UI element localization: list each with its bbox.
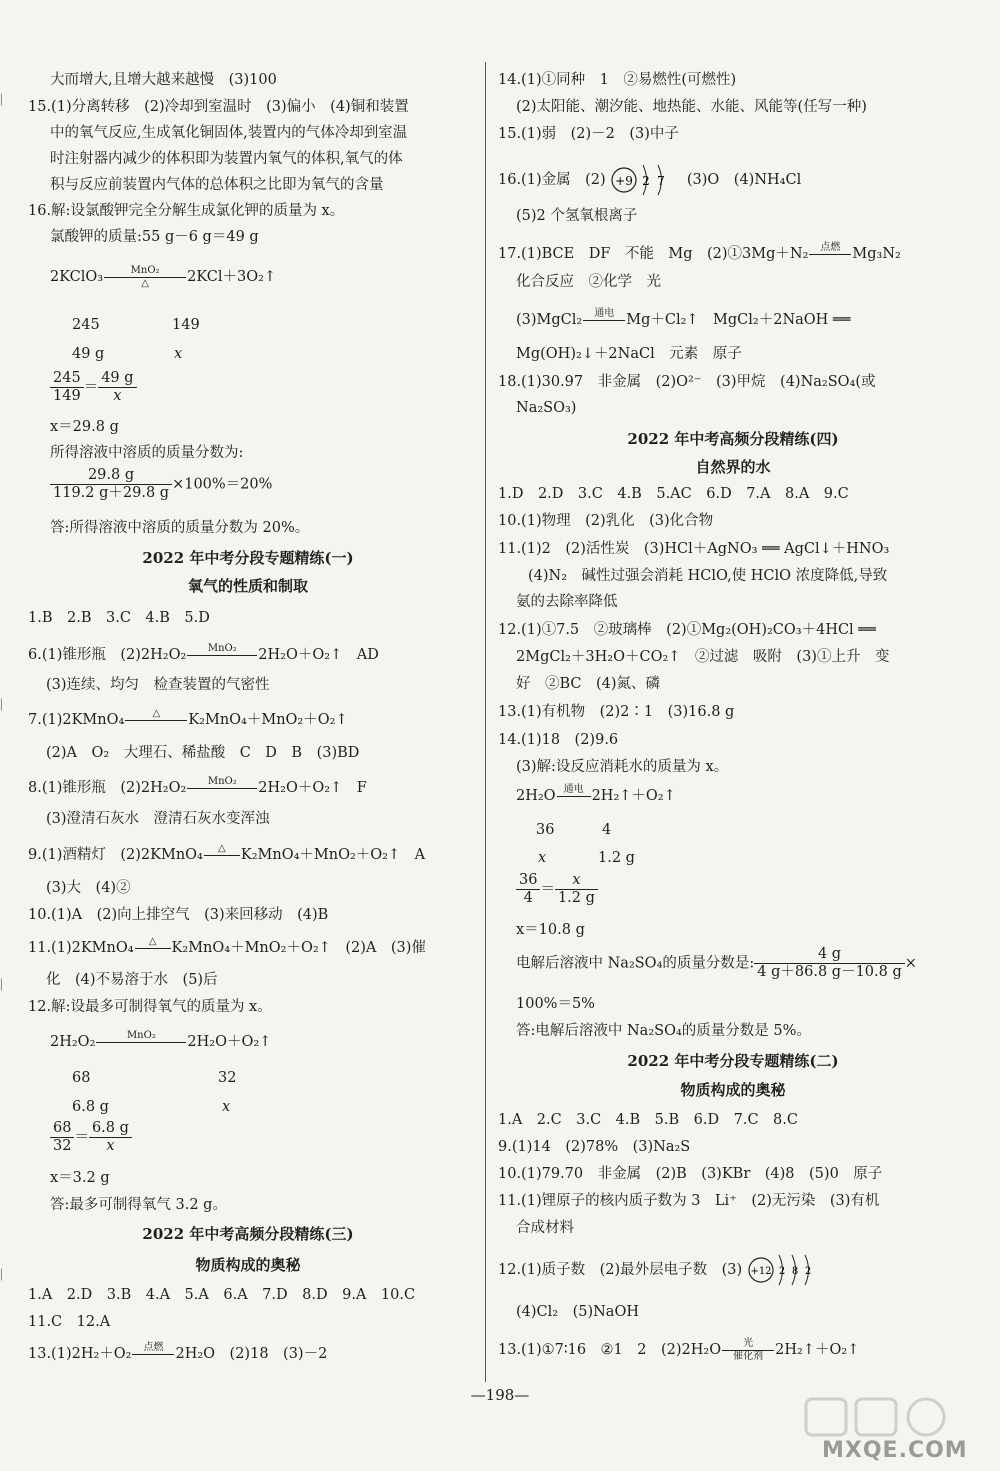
eq-product: 2KCl＋3O₂↑ [187, 269, 277, 285]
eq-reactant: 2KClO₃ [50, 269, 104, 285]
text-line: Na₂SO₃) [516, 400, 577, 416]
ratio-value: x [174, 346, 183, 362]
reaction-arrow [187, 643, 257, 667]
frac-tail: ×100%＝20% [172, 476, 273, 493]
text-line: 大而增大,且增大越来越慢 (3)100 [50, 72, 277, 88]
section-heading: 2022 年中考分段专题精练(二) [627, 1052, 839, 1070]
eq-text: 12.(1)质子数 (2)最外层电子数 (3) [498, 1262, 743, 1278]
reaction-arrow [583, 308, 625, 332]
eq-text: 2H₂O＋O₂↑ AD [258, 647, 379, 663]
frac-num: 29.8 g [50, 467, 172, 485]
arrow-condition: △ [152, 708, 161, 719]
text-line: 1.B 2.B 3.C 4.B 5.D [28, 610, 210, 626]
section-subheading: 自然界的水 [695, 458, 771, 476]
ratio-value: x [222, 1099, 231, 1115]
frac-den: 149 [53, 388, 81, 404]
fraction-line [516, 946, 917, 981]
text-line: 11.C 12.A [28, 1314, 111, 1330]
text-line: 中的氧气反应,生成氧化铜固体,装置内的气体冷却到室温 [50, 125, 408, 141]
eq-text: (3)O (4)NH₄Cl [686, 172, 802, 188]
reaction-arrow [722, 1338, 774, 1362]
text-line: 2MgCl₂＋3H₂O＋CO₂↑ ②过滤 吸附 (3)①上升 变 [516, 649, 890, 665]
eq-text: 电解后溶液中 Na₂SO₄的质量分数是: [516, 955, 755, 972]
text-line: x＝29.8 g [50, 419, 119, 435]
eq-text: K₂MnO₄＋MnO₂＋O₂↑ A [240, 847, 426, 863]
text-line: 1.A 2.D 3.B 4.A 5.A 6.A 7.D 8.D 9.A 10.C [28, 1287, 416, 1303]
frac-num: 4 g [754, 946, 904, 964]
text-line: (2)A O₂ 大理石、稀盐酸 C D B (3)BD [46, 745, 360, 761]
eq-text: (3)MgCl₂ [516, 312, 583, 328]
atom-structure-diagram [610, 160, 682, 200]
equation-line [28, 936, 426, 960]
reaction-arrow [132, 1342, 174, 1366]
text-line: 11.(1)2 (2)活性炭 (3)HCl＋AgNO₃ ══ AgCl↓＋HNO₃ [498, 541, 890, 557]
section-heading: 2022 年中考高频分段精练(四) [627, 430, 839, 448]
electron-count: 8 [791, 1266, 798, 1277]
reaction-arrow [557, 784, 591, 808]
text-line: 化合反应 ②化学 光 [516, 274, 661, 290]
eq-product: 2H₂O＋O₂↑ [187, 1034, 272, 1050]
text-line: Mg(OH)₂↓＋2NaCl 元素 原子 [516, 346, 742, 362]
proportion [50, 1120, 132, 1155]
electron-count: 2 [804, 1266, 811, 1277]
eq-text: K₂MnO₄＋MnO₂＋O₂↑ [188, 712, 348, 728]
frac-den: 119.2 g＋29.8 g [53, 485, 170, 501]
eq-text: 9.(1)酒精灯 (2)2KMnO₄ [28, 847, 203, 863]
text-line: 1.A 2.C 3.C 4.B 5.B 6.D 7.C 8.C [498, 1112, 798, 1128]
text-line: 合成材料 [516, 1220, 574, 1236]
eq-text: K₂MnO₄＋MnO₂＋O₂↑ (2)A (3)催 [171, 940, 426, 956]
frac-den: 4 g＋86.8 g－10.8 g [757, 964, 902, 980]
eq-reactant: 2H₂O [516, 788, 556, 804]
text-line: 11.(1)锂原子的核内质子数为 3 Li⁺ (2)无污染 (3)有机 [498, 1193, 880, 1209]
ratio-value: 149 [172, 317, 200, 333]
text-line: (2)太阳能、潮汐能、地热能、水能、风能等(任写一种) [516, 99, 867, 115]
equation-line [498, 242, 901, 266]
frac-den: x [106, 1138, 115, 1154]
edge-mark: ▏ [1, 1270, 9, 1281]
equation-line [28, 708, 348, 732]
frac-num: 36 [516, 872, 540, 890]
section-heading: 2022 年中考高频分段精练(三) [142, 1225, 354, 1243]
equation-line [516, 308, 850, 332]
equation-line [28, 643, 379, 667]
equation-line [28, 843, 425, 867]
text-line: 14.(1)①同种 1 ②易燃性(可燃性) [498, 72, 737, 88]
text-line: (3)大 (4)② [46, 880, 131, 896]
frac-num: 6.8 g [89, 1120, 132, 1138]
text-line: 氨的去除率降低 [516, 594, 618, 610]
text-line: (4)N₂ 碱性过强会消耗 HClO,使 HClO 浓度降低,导致 [528, 568, 888, 584]
arrow-condition: 通电 [563, 784, 584, 795]
equation-line [28, 776, 367, 800]
page-edge-marks [0, 0, 12, 1471]
text-line: 12.(1)①7.5 ②玻璃棒 (2)①Mg₂(OH)₂CO₃＋4HCl ══ [498, 622, 876, 638]
arrow-condition: 催化剂 [733, 1351, 764, 1362]
eq-text: 7.(1)2KMnO₄ [28, 712, 125, 728]
edge-mark: ▏ [1, 980, 9, 991]
eq-text: 2H₂O (2)18 (3)－2 [175, 1346, 328, 1362]
frac-num: x [555, 872, 598, 890]
ratio-value: 68 [72, 1070, 91, 1086]
text-line: (5)2 个氢氧根离子 [516, 208, 638, 224]
watermark-text: MXQE.COM [822, 1438, 968, 1463]
arrow-condition: △ [141, 278, 149, 289]
equation-line [28, 1342, 327, 1366]
reaction-arrow [125, 708, 187, 732]
text-line: (3)连续、均匀 检查装置的气密性 [46, 677, 270, 693]
eq-reactant: 2H₂O₂ [50, 1034, 96, 1050]
reaction-arrow [187, 776, 257, 800]
ratio-value: 49 g [72, 346, 105, 362]
frac-den: 32 [53, 1138, 72, 1154]
edge-mark: ▏ [1, 95, 9, 106]
section-subheading: 物质构成的奥秘 [680, 1081, 786, 1099]
eq-text: 11.(1)2KMnO₄ [28, 940, 134, 956]
arrow-condition: MnO₂ [207, 643, 237, 654]
ratio-value: 6.8 g [72, 1099, 109, 1115]
reaction-arrow [96, 1030, 186, 1054]
arrow-condition: MnO₂ [130, 265, 160, 276]
text-line: 18.(1)30.97 非金属 (2)O²⁻ (3)甲烷 (4)Na₂SO₄(或 [498, 374, 876, 390]
text-line: 9.(1)14 (2)78% (3)Na₂S [498, 1139, 691, 1155]
equation [516, 784, 676, 808]
ratio-value: x [538, 850, 547, 866]
equation-line [498, 1338, 859, 1362]
text-line: 好 ②BC (4)氮、磷 [516, 676, 661, 692]
reaction-arrow [809, 242, 851, 266]
eq-text: 6.(1)锥形瓶 (2)2H₂O₂ [28, 647, 187, 663]
ratio-value: 36 [536, 822, 555, 838]
reaction-arrow [104, 265, 186, 289]
text-line: 1.D 2.D 3.C 4.B 5.AC 6.D 7.A 8.A 9.C [498, 486, 849, 502]
eq-text: 13.(1)①7∶16 ②1 2 (2)2H₂O [498, 1342, 722, 1358]
equals-sign: ＝ [74, 1129, 89, 1146]
text-line: 化 (4)不易溶于水 (5)后 [46, 972, 218, 988]
section-subheading: 氧气的性质和制取 [187, 577, 308, 595]
arrow-condition: 光 [743, 1338, 754, 1349]
text-line: (3)澄清石灰水 澄清石灰水变浑浊 [46, 811, 270, 827]
fraction-line [50, 467, 272, 502]
text-line: 10.(1)物理 (2)乳化 (3)化合物 [498, 513, 714, 529]
section-subheading: 物质构成的奥秘 [195, 1256, 301, 1274]
section-heading: 2022 年中考分段专题精练(一) [142, 549, 354, 567]
text-line: 氯酸钾的质量:55 g－6 g＝49 g [50, 229, 259, 245]
text-line: 10.(1)79.70 非金属 (2)B (3)KBr (4)8 (5)0 原子 [498, 1166, 883, 1182]
edge-mark: ▏ [1, 700, 9, 711]
electron-count: 7 [657, 174, 666, 188]
eq-text: 2H₂O＋O₂↑ F [258, 780, 367, 796]
ratio-value: 32 [218, 1070, 237, 1086]
proportion [50, 370, 137, 405]
arrow-condition: MnO₂ [126, 1030, 156, 1041]
eq-text: 17.(1)BCE DF 不能 Mg (2)①3Mg＋N₂ [498, 246, 809, 262]
text-line: 16.解:设氯酸钾完全分解生成氯化钾的质量为 x。 [28, 203, 345, 219]
arrow-condition: △ [218, 843, 226, 854]
text-line: 答:最多可制得氧气 3.2 g。 [50, 1197, 227, 1213]
text-line: 12.解:设最多可制得氧气的质量为 x。 [28, 999, 272, 1015]
arrow-condition: MnO₂ [207, 776, 237, 787]
eq-text: 8.(1)锥形瓶 (2)2H₂O₂ [28, 780, 187, 796]
text-line [498, 1250, 827, 1290]
text-line: 答:所得溶液中溶质的质量分数为 20%。 [50, 520, 310, 536]
eq-text: 13.(1)2H₂＋O₂ [28, 1346, 132, 1362]
frac-den: 4 [523, 890, 533, 906]
frac-den: x [113, 388, 122, 404]
text-line: 15.(1)分离转移 (2)冷却到室温时 (3)偏小 (4)铜和装置 [28, 99, 409, 115]
text-line: x＝3.2 g [50, 1170, 110, 1186]
eq-text: Mg＋Cl₂↑ MgCl₂＋2NaOH ══ [626, 312, 851, 328]
nucleus-label: +9 [615, 174, 634, 188]
text-line: 答:电解后溶液中 Na₂SO₄的质量分数是 5%。 [516, 1023, 811, 1039]
ratio-value: 1.2 g [598, 850, 635, 866]
text-line: x＝10.8 g [516, 922, 585, 938]
equation [50, 265, 276, 289]
text-line: 100%＝5% [516, 996, 595, 1012]
eq-text: 2H₂↑＋O₂↑ [775, 1342, 860, 1358]
nucleus-label: +12 [750, 1266, 772, 1277]
arrow-condition: 通电 [594, 308, 615, 319]
equation [50, 1030, 271, 1054]
text-line: 10.(1)A (2)向上排空气 (3)来回移动 (4)B [28, 907, 329, 923]
electron-count: 2 [778, 1266, 785, 1277]
text-line: 14.(1)18 (2)9.6 [498, 732, 619, 748]
text-line: (3)解:设反应消耗水的质量为 x。 [516, 759, 729, 775]
column-divider [485, 62, 486, 1382]
arrow-condition: 点燃 [820, 242, 841, 253]
reaction-arrow [135, 936, 171, 960]
equals-sign: ＝ [540, 881, 555, 898]
ratio-value: 245 [72, 317, 100, 333]
eq-text: Mg₃N₂ [852, 246, 901, 262]
frac-num: 245 [50, 370, 84, 388]
frac-den: 1.2 g [557, 890, 595, 906]
atom-structure-diagram [747, 1250, 827, 1290]
reaction-arrow [204, 843, 240, 867]
page-number: —198— [470, 1386, 530, 1404]
arrow-condition: 点燃 [143, 1342, 164, 1353]
eq-product: 2H₂↑＋O₂↑ [591, 788, 676, 804]
eq-text: 16.(1)金属 (2) [498, 172, 606, 188]
arrow-condition: △ [148, 936, 157, 947]
text-line [498, 160, 801, 200]
text-line: 15.(1)弱 (2)－2 (3)中子 [498, 126, 679, 142]
frac-num: 68 [50, 1120, 74, 1138]
frac-tail: × [904, 955, 917, 972]
text-line: 积与反应前装置内气体的总体积之比即为氧气的含量 [50, 177, 384, 193]
proportion [516, 872, 598, 907]
text-line: 13.(1)有机物 (2)2∶1 (3)16.8 g [498, 704, 735, 720]
electron-count: 2 [642, 174, 651, 188]
text-line: 时注射器内减少的体积即为装置内氧气的体积,氧气的体 [50, 151, 403, 167]
frac-num: 49 g [98, 370, 136, 388]
ratio-value: 4 [602, 822, 612, 838]
text-line: 所得溶液中溶质的质量分数为: [50, 445, 244, 461]
text-line: (4)Cl₂ (5)NaOH [516, 1304, 639, 1320]
equals-sign: ＝ [83, 379, 99, 396]
